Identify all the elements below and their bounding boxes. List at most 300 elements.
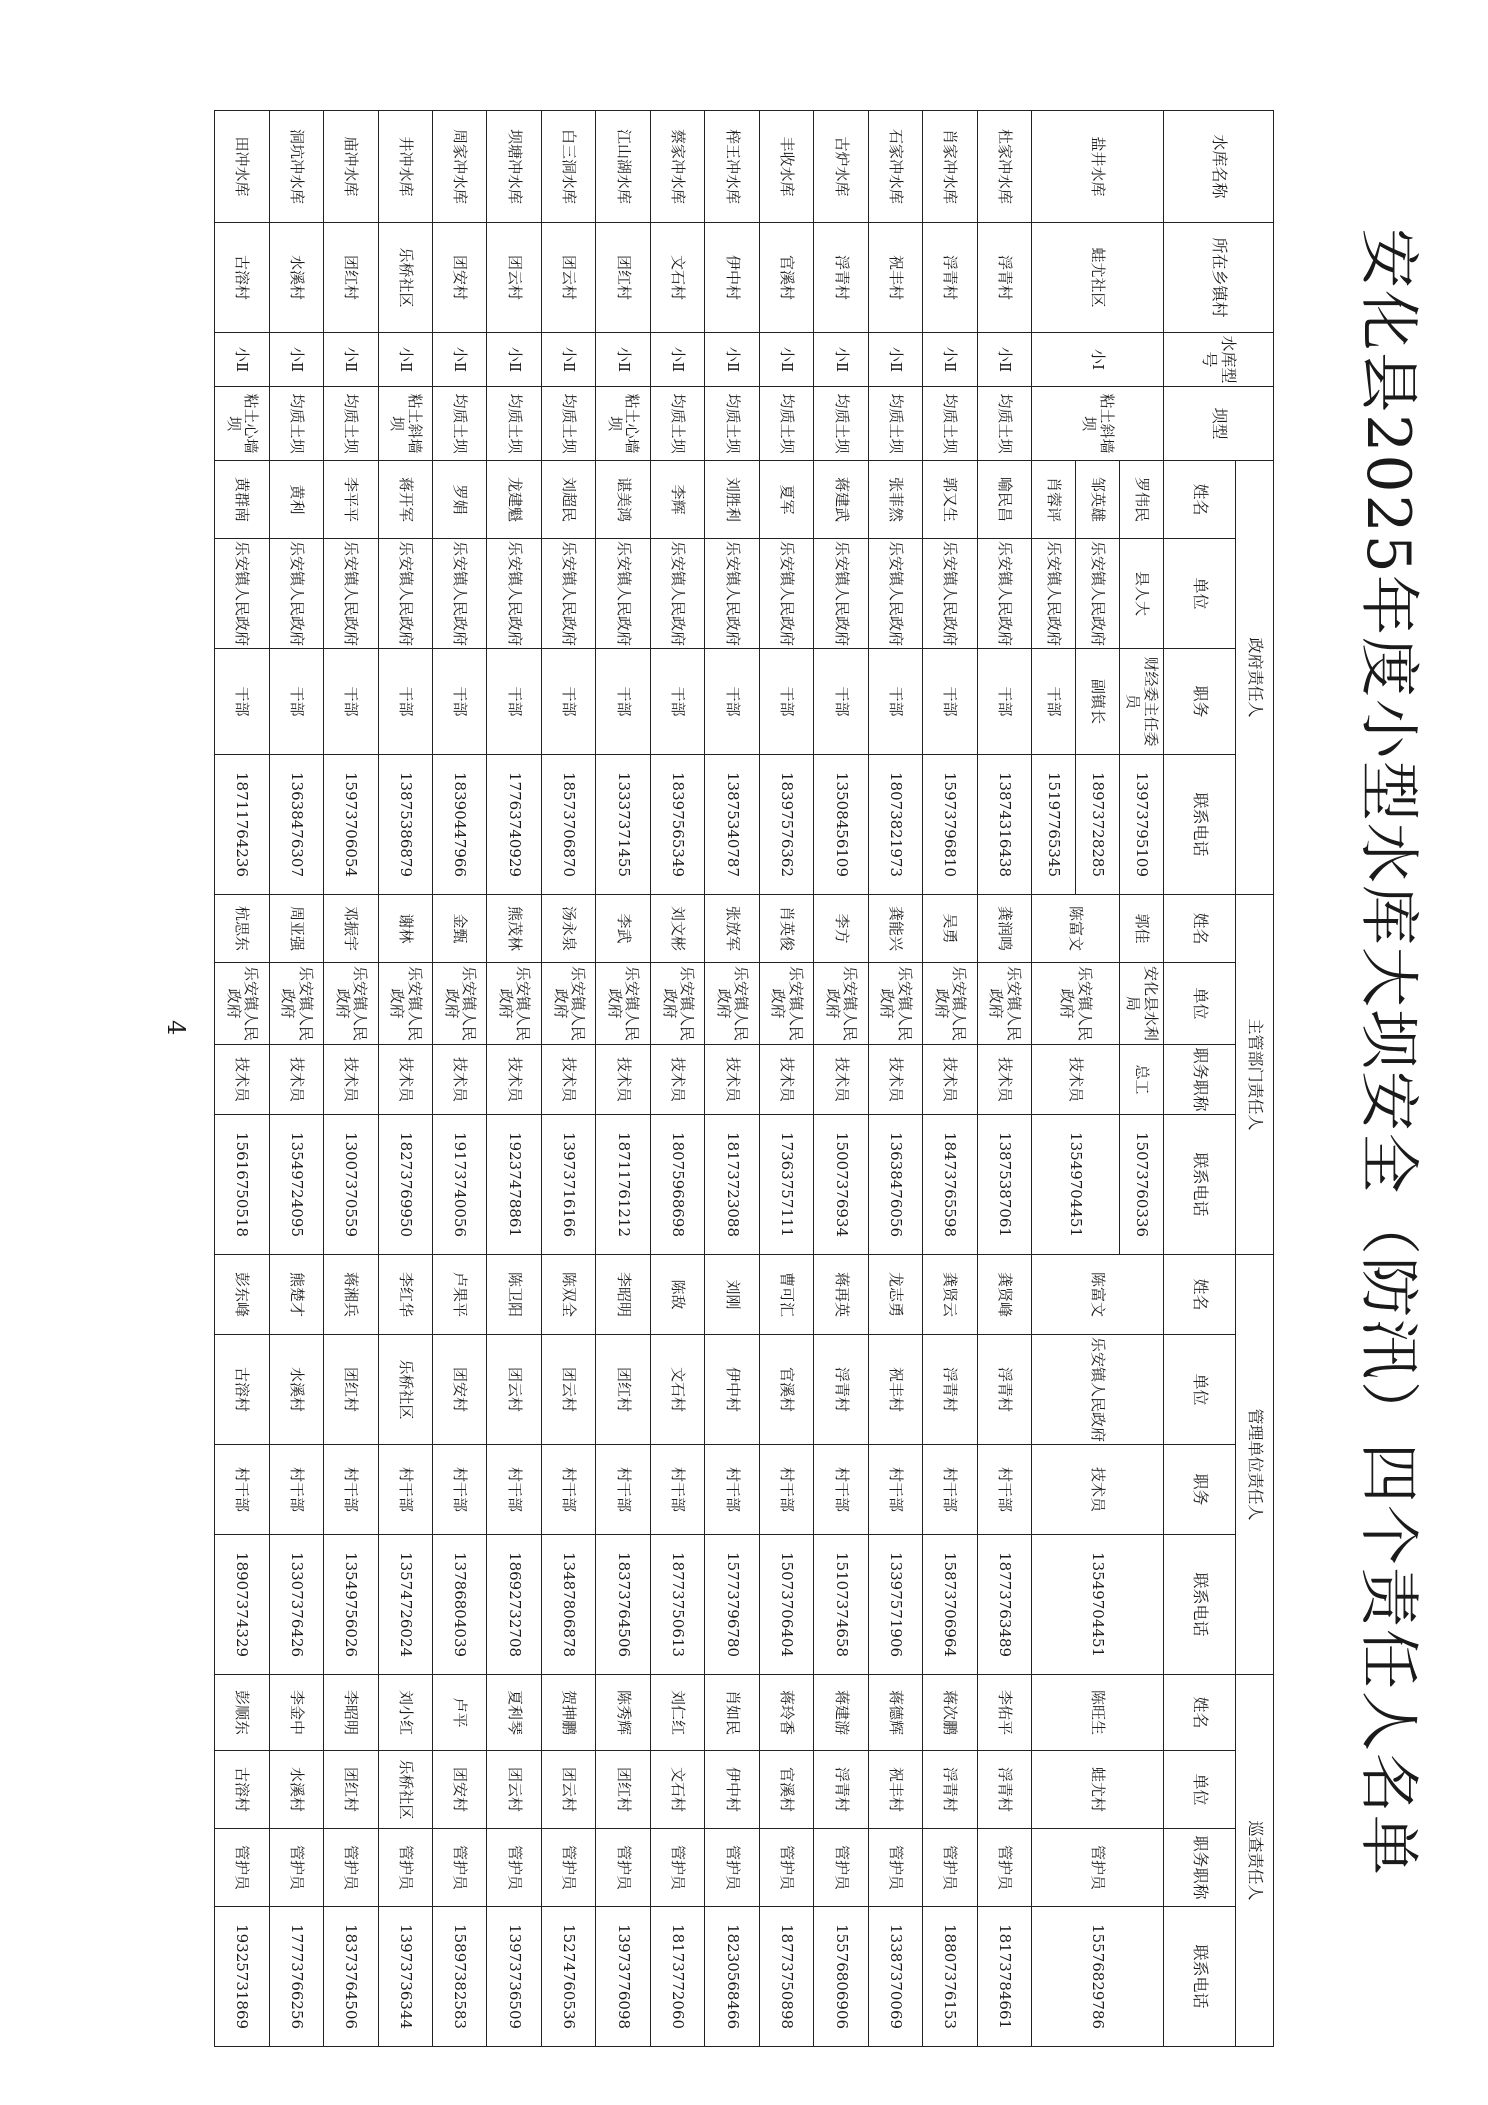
reservoir-type: 小Ⅱ <box>868 333 922 387</box>
dept-person: 李方 <box>814 895 868 963</box>
mgmt-unit: 官溪村 <box>759 1335 813 1445</box>
dept-phone: 15073760336 <box>1120 1115 1164 1255</box>
header-phone: 联系电话 <box>1164 1115 1236 1255</box>
gov-unit: 乐安镇人民政府 <box>433 539 487 649</box>
gov-unit: 乐安镇人民政府 <box>977 539 1031 649</box>
gov-duty: 干部 <box>923 649 977 755</box>
mgmt-phone: 13786804039 <box>433 1535 487 1675</box>
dept-phone: 19237478861 <box>487 1115 541 1255</box>
gov-phone: 18073821973 <box>868 755 922 895</box>
insp-unit: 水溪村 <box>269 1751 323 1829</box>
dept-phone: 13638476056 <box>868 1115 922 1255</box>
mgmt-phone: 13397571906 <box>868 1535 922 1675</box>
mgmt-phone: 18773763489 <box>977 1535 1031 1675</box>
town: 团安村 <box>433 223 487 333</box>
gov-unit: 乐安镇人民政府 <box>650 539 704 649</box>
insp-person: 卢平 <box>433 1675 487 1751</box>
header-duty: 职务职称 <box>1164 1045 1236 1115</box>
town: 团红村 <box>596 223 650 333</box>
reservoir-type: 小Ⅱ <box>541 333 595 387</box>
insp-person: 李佑平 <box>977 1675 1031 1751</box>
gov-unit: 乐安镇人民政府 <box>596 539 650 649</box>
dept-phone: 13549704451 <box>1032 1115 1120 1255</box>
dept-unit: 乐安镇人民政府 <box>650 963 704 1045</box>
insp-person: 陈旺生 <box>1032 1675 1164 1751</box>
dam-type: 粘土斜墙坝 <box>1032 387 1164 461</box>
dam-type: 粘土斜墙坝 <box>378 387 432 461</box>
insp-person: 贺抻鹏 <box>541 1675 595 1751</box>
reservoir-name: 井冲水库 <box>378 111 432 223</box>
mgmt-unit: 乐桥社区 <box>378 1335 432 1445</box>
table-row <box>1120 111 1164 2047</box>
reservoir-name: 坝塘冲水库 <box>487 111 541 223</box>
dept-person: 刘文彬 <box>650 895 704 963</box>
gov-person: 肖蓉评 <box>1032 461 1076 539</box>
insp-duty: 管护员 <box>487 1829 541 1907</box>
mgmt-person: 彭东峰 <box>215 1255 270 1335</box>
table-row <box>378 111 432 2047</box>
dept-duty: 技术员 <box>215 1045 270 1115</box>
gov-duty: 干部 <box>541 649 595 755</box>
gov-duty: 干部 <box>814 649 868 755</box>
dept-phone: 15007376934 <box>814 1115 868 1255</box>
header-person: 姓名 <box>1164 461 1236 539</box>
reservoir-type: 小Ⅱ <box>596 333 650 387</box>
dam-type: 均质土坝 <box>487 387 541 461</box>
dept-phone: 13549724095 <box>269 1115 323 1255</box>
gov-phone: 13337371455 <box>596 755 650 895</box>
dept-duty: 技术员 <box>650 1045 704 1115</box>
reservoir-name: 蔡家冲水库 <box>650 111 704 223</box>
reservoir-type: 小Ⅱ <box>650 333 704 387</box>
mgmt-unit: 乐安镇人民政府 <box>1032 1335 1164 1445</box>
gov-unit: 乐安镇人民政府 <box>1032 539 1076 649</box>
reservoir-type: 小Ⅰ <box>1032 333 1164 387</box>
dept-person: 张放军 <box>705 895 759 963</box>
reservoir-name: 洞坑冲水库 <box>269 111 323 223</box>
dam-type: 均质土坝 <box>433 387 487 461</box>
insp-phone: 18173772060 <box>650 1907 704 2047</box>
dept-duty: 技术员 <box>923 1045 977 1115</box>
header-unit: 单位 <box>1164 1335 1236 1445</box>
mgmt-duty: 技术员 <box>1032 1445 1164 1535</box>
gov-duty: 干部 <box>378 649 432 755</box>
dept-unit: 乐安镇人民政府 <box>378 963 432 1045</box>
insp-person: 蒋次鹏 <box>923 1675 977 1751</box>
dam-type: 均质土坝 <box>650 387 704 461</box>
insp-duty: 管护员 <box>433 1829 487 1907</box>
dept-unit: 安化县水利局 <box>1120 963 1164 1045</box>
gov-person: 黄利 <box>269 461 323 539</box>
dept-person: 金甄 <box>433 895 487 963</box>
gov-duty: 副镇长 <box>1076 649 1120 755</box>
reservoir-name: 肖家冲水库 <box>923 111 977 223</box>
dept-duty: 技术员 <box>1032 1045 1120 1115</box>
dept-phone: 18473765598 <box>923 1115 977 1255</box>
reservoir-name: 古炉水库 <box>814 111 868 223</box>
dept-duty: 技术员 <box>324 1045 378 1115</box>
gov-unit: 乐安镇人民政府 <box>1076 539 1120 649</box>
insp-unit: 古溶村 <box>215 1751 270 1829</box>
town: 官溪村 <box>759 223 813 333</box>
gov-duty: 干部 <box>324 649 378 755</box>
mgmt-duty: 村干部 <box>759 1445 813 1535</box>
insp-phone: 13973736509 <box>487 1907 541 2047</box>
reservoir-name: 白三洞水库 <box>541 111 595 223</box>
dept-duty: 技术员 <box>433 1045 487 1115</box>
dept-duty: 技术员 <box>541 1045 595 1115</box>
mgmt-phone: 15773796780 <box>705 1535 759 1675</box>
insp-person: 彭顺东 <box>215 1675 270 1751</box>
insp-phone: 18773750898 <box>759 1907 813 2047</box>
table-row <box>814 111 868 2047</box>
mgmt-duty: 村干部 <box>541 1445 595 1535</box>
insp-phone: 15576829786 <box>1032 1907 1164 2047</box>
reservoir-name: 石家冲水库 <box>868 111 922 223</box>
gov-unit: 乐安镇人民政府 <box>487 539 541 649</box>
dept-unit: 乐安镇人民政府 <box>269 963 323 1045</box>
mgmt-unit: 团云村 <box>487 1335 541 1445</box>
insp-person: 李金中 <box>269 1675 323 1751</box>
gov-unit: 乐安镇人民政府 <box>868 539 922 649</box>
town: 团云村 <box>487 223 541 333</box>
table-row <box>759 111 813 2047</box>
table-row <box>705 111 759 2047</box>
gov-duty: 干部 <box>433 649 487 755</box>
insp-unit: 团红村 <box>324 1751 378 1829</box>
mgmt-phone: 13549704451 <box>1032 1535 1164 1675</box>
insp-phone: 15274760536 <box>541 1907 595 2047</box>
mgmt-phone: 13549756026 <box>324 1535 378 1675</box>
mgmt-unit: 古溶村 <box>215 1335 270 1445</box>
town: 古溶村 <box>215 223 270 333</box>
reservoir-name: 周家冲水库 <box>433 111 487 223</box>
mgmt-person: 龚贤峰 <box>977 1255 1031 1335</box>
mgmt-duty: 村干部 <box>378 1445 432 1535</box>
gov-duty: 干部 <box>215 649 270 755</box>
dept-duty: 技术员 <box>759 1045 813 1115</box>
dept-unit: 乐安镇人民政府 <box>324 963 378 1045</box>
dept-phone: 15616750518 <box>215 1115 270 1255</box>
insp-person: 肖如民 <box>705 1675 759 1751</box>
insp-unit: 团安村 <box>433 1751 487 1829</box>
gov-duty: 干部 <box>487 649 541 755</box>
insp-unit: 伊中村 <box>705 1751 759 1829</box>
gov-person: 罗伟民 <box>1120 461 1164 539</box>
dept-unit: 乐安镇人民政府 <box>596 963 650 1045</box>
gov-duty: 干部 <box>269 649 323 755</box>
insp-phone: 17773766256 <box>269 1907 323 2047</box>
dept-unit: 乐安镇人民政府 <box>923 963 977 1045</box>
mgmt-phone: 13307376426 <box>269 1535 323 1675</box>
insp-phone: 15576806906 <box>814 1907 868 2047</box>
mgmt-unit: 祝丰村 <box>868 1335 922 1445</box>
gov-unit: 乐安镇人民政府 <box>814 539 868 649</box>
mgmt-unit: 团安村 <box>433 1335 487 1445</box>
insp-person: 夏利琴 <box>487 1675 541 1751</box>
insp-duty: 管护员 <box>759 1829 813 1907</box>
gov-person: 喻民昌 <box>977 461 1031 539</box>
header-person: 姓名 <box>1164 895 1236 963</box>
insp-duty: 管护员 <box>596 1829 650 1907</box>
dept-duty: 技术员 <box>269 1045 323 1115</box>
mgmt-person: 龚贤云 <box>923 1255 977 1335</box>
dept-unit: 乐安镇人民政府 <box>814 963 868 1045</box>
mgmt-duty: 村干部 <box>977 1445 1031 1535</box>
header-unit: 单位 <box>1164 963 1236 1045</box>
dam-type: 均质土坝 <box>814 387 868 461</box>
insp-phone: 15897382583 <box>433 1907 487 2047</box>
gov-duty: 干部 <box>705 649 759 755</box>
town: 浮青村 <box>814 223 868 333</box>
gov-phone: 15973796810 <box>923 755 977 895</box>
page-number: 4 <box>162 1020 190 1036</box>
dept-phone: 18173723088 <box>705 1115 759 1255</box>
reservoir-type: 小Ⅱ <box>269 333 323 387</box>
gov-duty: 干部 <box>868 649 922 755</box>
gov-person: 邹英雄 <box>1076 461 1120 539</box>
responsibility-table <box>214 110 1274 2047</box>
dept-phone: 13007370559 <box>324 1115 378 1255</box>
reservoir-type: 小Ⅱ <box>487 333 541 387</box>
table-row <box>433 111 487 2047</box>
dept-person: 熊茂林 <box>487 895 541 963</box>
gov-duty: 干部 <box>759 649 813 755</box>
table-row <box>215 111 270 2047</box>
table-row <box>269 111 323 2047</box>
insp-duty: 管护员 <box>215 1829 270 1907</box>
gov-person: 黄群南 <box>215 461 270 539</box>
dam-type: 均质土坝 <box>324 387 378 461</box>
gov-person: 张菲然 <box>868 461 922 539</box>
insp-person: 刘小红 <box>378 1675 432 1751</box>
gov-duty: 财经委主任委员 <box>1120 649 1164 755</box>
header-type: 水库型号 <box>1164 333 1274 387</box>
dept-duty: 技术员 <box>705 1045 759 1115</box>
mgmt-person: 曹可汇 <box>759 1255 813 1335</box>
header-phone: 联系电话 <box>1164 1907 1236 2047</box>
dept-person: 周亚强 <box>269 895 323 963</box>
mgmt-phone: 15107374658 <box>814 1535 868 1675</box>
reservoir-type: 小Ⅱ <box>759 333 813 387</box>
table-row <box>596 111 650 2047</box>
gov-unit: 乐安镇人民政府 <box>541 539 595 649</box>
mgmt-duty: 村干部 <box>650 1445 704 1535</box>
insp-phone: 18173784661 <box>977 1907 1031 2047</box>
page-title: 安化县2025年度小型水库大坝安全（防汛）四个责任人名单 <box>1353 228 1423 1877</box>
dept-unit: 乐安镇人民政府 <box>868 963 922 1045</box>
insp-phone: 13387370069 <box>868 1907 922 2047</box>
mgmt-phone: 13574726024 <box>378 1535 432 1675</box>
reservoir-name: 庙冲水库 <box>324 111 378 223</box>
mgmt-unit: 伊中村 <box>705 1335 759 1445</box>
reservoir-type: 小Ⅱ <box>977 333 1031 387</box>
insp-person: 蒋德辉 <box>868 1675 922 1751</box>
insp-unit: 浮青村 <box>814 1751 868 1829</box>
dept-phone: 18075968698 <box>650 1115 704 1255</box>
insp-duty: 管护员 <box>977 1829 1031 1907</box>
gov-phone: 17763740929 <box>487 755 541 895</box>
insp-unit: 文石村 <box>650 1751 704 1829</box>
dept-person: 汤永泉 <box>541 895 595 963</box>
insp-duty: 管护员 <box>269 1829 323 1907</box>
mgmt-unit: 浮青村 <box>814 1335 868 1445</box>
gov-phone: 13638476307 <box>269 755 323 895</box>
header-phone: 联系电话 <box>1164 1535 1236 1675</box>
dept-phone: 17363757111 <box>759 1115 813 1255</box>
dept-duty: 技术员 <box>814 1045 868 1115</box>
dept-person: 谢林 <box>378 895 432 963</box>
dam-type: 均质土坝 <box>868 387 922 461</box>
table-row <box>650 111 704 2047</box>
mgmt-person: 蒋再英 <box>814 1255 868 1335</box>
gov-phone: 13508456109 <box>814 755 868 895</box>
dept-person: 杭思东 <box>215 895 270 963</box>
dept-person: 龚能兴 <box>868 895 922 963</box>
insp-phone: 18230568466 <box>705 1907 759 2047</box>
gov-duty: 干部 <box>596 649 650 755</box>
insp-unit: 团云村 <box>487 1751 541 1829</box>
town: 浮青村 <box>977 223 1031 333</box>
mgmt-person: 李红华 <box>378 1255 432 1335</box>
mgmt-phone: 15873706964 <box>923 1535 977 1675</box>
gov-person: 蒋开军 <box>378 461 432 539</box>
mgmt-phone: 18692732708 <box>487 1535 541 1675</box>
gov-phone: 18397565349 <box>650 755 704 895</box>
mgmt-duty: 村干部 <box>868 1445 922 1535</box>
town: 团云村 <box>541 223 595 333</box>
gov-person: 刘超民 <box>541 461 595 539</box>
insp-person: 蒋建游 <box>814 1675 868 1751</box>
gov-phone: 13874316438 <box>977 755 1031 895</box>
gov-person: 蒋建武 <box>814 461 868 539</box>
header-person: 姓名 <box>1164 1255 1236 1335</box>
mgmt-unit: 浮青村 <box>977 1335 1031 1445</box>
mgmt-phone: 18373764506 <box>596 1535 650 1675</box>
header-dam: 坝型 <box>1164 387 1274 461</box>
table-row <box>541 111 595 2047</box>
mgmt-unit: 水溪村 <box>269 1335 323 1445</box>
reservoir-type: 小Ⅱ <box>923 333 977 387</box>
gov-unit: 乐安镇人民政府 <box>759 539 813 649</box>
dept-phone: 13973716166 <box>541 1115 595 1255</box>
dept-phone: 18711761212 <box>596 1115 650 1255</box>
dept-person: 李武 <box>596 895 650 963</box>
gov-unit: 乐安镇人民政府 <box>324 539 378 649</box>
mgmt-phone: 15073706404 <box>759 1535 813 1675</box>
dept-unit: 乐安镇人民政府 <box>541 963 595 1045</box>
table-header <box>1164 111 1274 2047</box>
gov-phone: 15197765345 <box>1032 755 1076 895</box>
dam-type: 均质土坝 <box>269 387 323 461</box>
header-person: 姓名 <box>1164 1675 1236 1751</box>
gov-person: 罗娟 <box>433 461 487 539</box>
insp-unit: 浮青村 <box>923 1751 977 1829</box>
mgmt-duty: 村干部 <box>269 1445 323 1535</box>
gov-phone: 13973795109 <box>1120 755 1164 895</box>
insp-person: 蒋玲香 <box>759 1675 813 1751</box>
dept-unit: 乐安镇人民政府 <box>759 963 813 1045</box>
insp-duty: 管护员 <box>923 1829 977 1907</box>
mgmt-person: 陈卫阳 <box>487 1255 541 1335</box>
mgmt-person: 陈敌 <box>650 1255 704 1335</box>
insp-person: 陈秀辉 <box>596 1675 650 1751</box>
gov-phone: 18390447966 <box>433 755 487 895</box>
dept-person: 郭佳 <box>1120 895 1164 963</box>
reservoir-name: 丰收水库 <box>759 111 813 223</box>
dam-type: 均质土坝 <box>759 387 813 461</box>
gov-phone: 18973728285 <box>1076 755 1120 895</box>
dept-duty: 技术员 <box>487 1045 541 1115</box>
insp-duty: 管护员 <box>324 1829 378 1907</box>
town: 伊中村 <box>705 223 759 333</box>
header-unit: 单位 <box>1164 1751 1236 1829</box>
dept-unit: 乐安镇人民政府 <box>977 963 1031 1045</box>
dept-phone: 19173740056 <box>433 1115 487 1255</box>
reservoir-type: 小Ⅱ <box>433 333 487 387</box>
insp-duty: 管护员 <box>814 1829 868 1907</box>
gov-phone: 18573706870 <box>541 755 595 895</box>
header-reservoir-name: 水库名称 <box>1164 111 1274 223</box>
mgmt-person: 卢果平 <box>433 1255 487 1335</box>
insp-unit: 浮青村 <box>977 1751 1031 1829</box>
reservoir-name: 江山湖水库 <box>596 111 650 223</box>
gov-phone: 15973706054 <box>324 755 378 895</box>
dept-duty: 技术员 <box>378 1045 432 1115</box>
dam-type: 均质土坝 <box>541 387 595 461</box>
town: 水溪村 <box>269 223 323 333</box>
table-row <box>324 111 378 2047</box>
dept-person: 肖英俊 <box>759 895 813 963</box>
mgmt-duty: 村干部 <box>814 1445 868 1535</box>
insp-phone: 18807376153 <box>923 1907 977 2047</box>
town: 祝丰村 <box>868 223 922 333</box>
mgmt-person: 陈富文 <box>1032 1255 1164 1335</box>
dept-phone: 13875387061 <box>977 1115 1031 1255</box>
mgmt-unit: 团红村 <box>324 1335 378 1445</box>
insp-unit: 团云村 <box>541 1751 595 1829</box>
town: 团红村 <box>324 223 378 333</box>
insp-person: 李昭明 <box>324 1675 378 1751</box>
insp-duty: 管护员 <box>541 1829 595 1907</box>
mgmt-duty: 村干部 <box>705 1445 759 1535</box>
dam-type: 粘土心墙坝 <box>596 387 650 461</box>
insp-unit: 官溪村 <box>759 1751 813 1829</box>
reservoir-name: 盐井水库 <box>1032 111 1164 223</box>
insp-phone: 13973776098 <box>596 1907 650 2047</box>
table-row <box>487 111 541 2047</box>
insp-duty: 管护员 <box>705 1829 759 1907</box>
insp-duty: 管护员 <box>1032 1829 1164 1907</box>
table-row <box>923 111 977 2047</box>
dam-type: 均质土坝 <box>923 387 977 461</box>
dept-person: 龚润鸣 <box>977 895 1031 963</box>
reservoir-name: 田冲水库 <box>215 111 270 223</box>
mgmt-phone: 13487806878 <box>541 1535 595 1675</box>
gov-phone: 13875340787 <box>705 755 759 895</box>
dept-person: 邓振宇 <box>324 895 378 963</box>
mgmt-person: 龙志勇 <box>868 1255 922 1335</box>
dept-unit: 乐安镇人民政府 <box>487 963 541 1045</box>
insp-duty: 管护员 <box>650 1829 704 1907</box>
dept-unit: 乐安镇人民政府 <box>215 963 270 1045</box>
gov-person: 李辉 <box>650 461 704 539</box>
reservoir-type: 小Ⅱ <box>324 333 378 387</box>
header-insp-group: 巡查责任人 <box>1236 1675 1274 2047</box>
insp-phone: 13973736344 <box>378 1907 432 2047</box>
dept-person: 陈富文 <box>1032 895 1120 963</box>
town: 浮青村 <box>923 223 977 333</box>
